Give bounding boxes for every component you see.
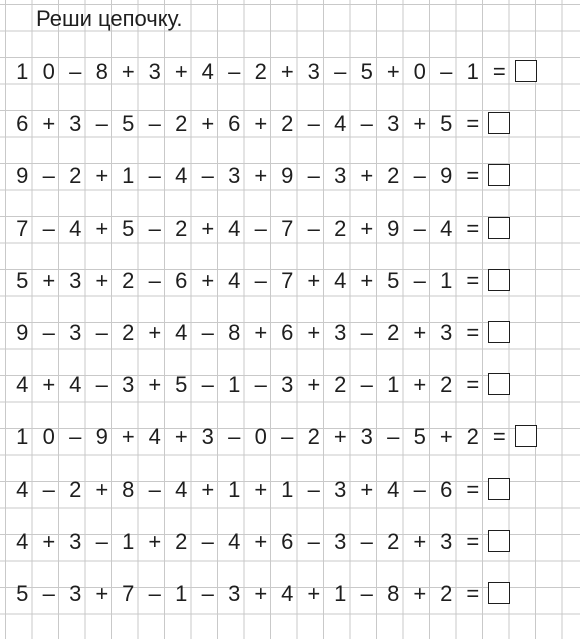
expression-row (0, 215, 580, 243)
digit: 4 (228, 215, 241, 241)
digit: 3 (122, 372, 135, 398)
digit: 2 (69, 476, 82, 502)
digit: 1 (16, 59, 29, 84)
operator: – (254, 215, 267, 241)
operator: – (413, 267, 426, 293)
operator: + (42, 111, 56, 137)
expression-row (0, 580, 580, 608)
answer-box[interactable] (488, 582, 510, 604)
operator: + (254, 163, 268, 189)
digit: 8 (95, 59, 108, 84)
operator: + (42, 267, 56, 293)
digit: 4 (440, 215, 453, 241)
answer-box[interactable] (488, 217, 510, 239)
operator: + (95, 163, 109, 189)
digit: 3 (228, 163, 241, 189)
digit: 2 (175, 215, 188, 241)
expression-row (0, 58, 580, 86)
expression-row (0, 267, 580, 295)
equals-sign: = (466, 163, 480, 189)
operator: + (254, 320, 268, 345)
operator: + (254, 528, 268, 554)
digit: 4 (175, 320, 188, 345)
digit: 5 (175, 372, 188, 398)
operator: – (42, 215, 55, 241)
digit: 2 (122, 320, 135, 345)
digit: 1 (334, 581, 347, 606)
digit: 2 (334, 372, 347, 398)
digit: 2 (387, 320, 400, 345)
digit: 3 (69, 320, 82, 345)
operator: – (69, 59, 82, 84)
digit: 2 (307, 424, 320, 450)
operator: – (334, 59, 347, 84)
equals-sign: = (492, 59, 506, 84)
expression-row (0, 528, 580, 556)
digit: 5 (16, 581, 29, 606)
digit: 6 (228, 111, 241, 137)
digit: 4 (175, 163, 188, 189)
operator: – (413, 476, 426, 502)
digit: 2 (440, 581, 453, 606)
operator: – (360, 528, 373, 554)
equals-sign: = (466, 528, 480, 554)
operator: – (360, 372, 373, 398)
operator: – (254, 267, 267, 293)
digit: 3 (281, 372, 294, 398)
digit: 3 (307, 59, 320, 84)
digit: 1 (440, 267, 453, 293)
digit: 1 (228, 372, 241, 398)
digit: 4 (16, 528, 29, 554)
digit: 4 (148, 424, 161, 450)
operator: + (360, 476, 374, 502)
operator: + (174, 424, 188, 450)
digit: 9 (387, 215, 400, 241)
digit: 3 (387, 111, 400, 137)
operator: + (95, 267, 109, 293)
operator: + (95, 581, 109, 606)
digit: 1 (122, 163, 135, 189)
digit: 7 (122, 581, 135, 606)
operator: – (228, 59, 241, 84)
digit: 9 (16, 163, 29, 189)
digit: 1 (175, 581, 188, 606)
digit: 8 (387, 581, 400, 606)
operator: + (254, 111, 268, 137)
equals-sign: = (466, 581, 480, 606)
digit: 4 (201, 59, 214, 84)
operator: – (360, 320, 373, 345)
digit: 3 (69, 111, 82, 137)
operator: + (360, 163, 374, 189)
operator: + (201, 111, 215, 137)
operator: – (360, 581, 373, 606)
operator: – (95, 372, 108, 398)
operator: – (307, 528, 320, 554)
digit: 6 (16, 111, 29, 137)
digit: 0 (413, 59, 426, 84)
answer-box[interactable] (488, 530, 510, 552)
digit: 4 (387, 476, 400, 502)
operator: – (42, 476, 55, 502)
operator: – (307, 215, 320, 241)
digit: 3 (334, 320, 347, 345)
operator: + (307, 581, 321, 606)
operator: – (307, 111, 320, 137)
digit: 5 (387, 267, 400, 293)
digit: 1 (281, 476, 294, 502)
operator: + (413, 528, 427, 554)
operator: + (333, 424, 347, 450)
answer-box[interactable] (488, 112, 510, 134)
digit: 8 (122, 476, 135, 502)
digit: 2 (466, 424, 479, 450)
digit: 5 (122, 215, 135, 241)
operator: + (280, 59, 294, 84)
operator: + (148, 528, 162, 554)
digit: 4 (334, 111, 347, 137)
operator: + (360, 215, 374, 241)
operator: + (254, 581, 268, 606)
operator: – (307, 163, 320, 189)
digit: 6 (281, 320, 294, 345)
equals-sign: = (466, 476, 480, 502)
expression-row (0, 319, 580, 347)
operator: – (254, 372, 267, 398)
answer-box[interactable] (515, 425, 537, 447)
digit: 4 (175, 476, 188, 502)
expression-row (0, 162, 580, 190)
digit: 3 (69, 267, 82, 293)
operator: – (281, 424, 294, 450)
digit: 3 (228, 581, 241, 606)
digit: 2 (175, 528, 188, 554)
digit: 2 (175, 111, 188, 137)
operator: – (360, 111, 373, 137)
operator: – (201, 528, 214, 554)
operator: + (95, 476, 109, 502)
operator: – (148, 267, 161, 293)
digit: 1 (466, 59, 479, 84)
digit: 0 (254, 424, 267, 450)
operator: + (95, 215, 109, 241)
equals-sign: = (466, 215, 480, 241)
digit: 5 (440, 111, 453, 137)
expression-row (0, 110, 580, 138)
equals-sign: = (466, 372, 480, 398)
operator: – (42, 163, 55, 189)
digit: 7 (16, 215, 29, 241)
digit: 3 (69, 581, 82, 606)
operator: – (413, 215, 426, 241)
digit: 5 (122, 111, 135, 137)
digit: 3 (334, 163, 347, 189)
digit: 1 (16, 424, 29, 450)
digit: 3 (440, 320, 453, 345)
operator: + (201, 476, 215, 502)
digit: 2 (69, 163, 82, 189)
operator: + (360, 267, 374, 293)
answer-box[interactable] (515, 60, 537, 82)
answer-box[interactable] (488, 269, 510, 291)
expression-row (0, 371, 580, 399)
operator: – (95, 320, 108, 345)
operator: + (121, 59, 135, 84)
digit: 5 (413, 424, 426, 450)
operator: + (148, 320, 162, 345)
expression-row (0, 423, 580, 451)
digit: 3 (360, 424, 373, 450)
expression-row (0, 476, 580, 504)
operator: + (413, 581, 427, 606)
digit: 7 (281, 215, 294, 241)
operator: + (413, 111, 427, 137)
digit: 2 (387, 528, 400, 554)
digit: 4 (16, 372, 29, 398)
operator: – (95, 111, 108, 137)
answer-box[interactable] (488, 478, 510, 500)
digit: 2 (122, 267, 135, 293)
operator: + (174, 59, 188, 84)
operator: + (439, 424, 453, 450)
digit: 4 (228, 528, 241, 554)
digit: 3 (201, 424, 214, 450)
digit: 0 (42, 424, 55, 450)
operator: – (440, 59, 453, 84)
operator: – (148, 215, 161, 241)
digit: 8 (228, 320, 241, 345)
digit: 7 (281, 267, 294, 293)
digit: 9 (440, 163, 453, 189)
digit: 2 (334, 215, 347, 241)
operator: + (121, 424, 135, 450)
digit: 1 (387, 372, 400, 398)
digit: 9 (281, 163, 294, 189)
digit: 1 (228, 476, 241, 502)
digit: 4 (16, 476, 29, 502)
operator: – (148, 111, 161, 137)
operator: – (228, 424, 241, 450)
operator: + (148, 372, 162, 398)
digit: 3 (440, 528, 453, 554)
operator: + (307, 267, 321, 293)
operator: – (201, 372, 214, 398)
digit: 3 (69, 528, 82, 554)
operator: – (69, 424, 82, 450)
operator: + (254, 476, 268, 502)
task-title: Реши цепочку. (36, 6, 183, 31)
answer-box[interactable] (488, 164, 510, 186)
digit: 1 (122, 528, 135, 554)
equals-sign: = (466, 111, 480, 137)
digit: 2 (254, 59, 267, 84)
digit: 4 (334, 267, 347, 293)
operator: + (201, 215, 215, 241)
equals-sign: = (466, 267, 480, 293)
operator: – (42, 320, 55, 345)
digit: 3 (334, 476, 347, 502)
operator: + (307, 320, 321, 345)
operator: + (201, 267, 215, 293)
digit: 6 (440, 476, 453, 502)
digit: 6 (281, 528, 294, 554)
operator: – (148, 163, 161, 189)
operator: + (42, 372, 56, 398)
digit: 4 (69, 215, 82, 241)
equals-sign: = (466, 320, 480, 345)
digit: 4 (281, 581, 294, 606)
digit: 3 (148, 59, 161, 84)
digit: 4 (228, 267, 241, 293)
operator: – (387, 424, 400, 450)
digit: 3 (334, 528, 347, 554)
digit: 6 (175, 267, 188, 293)
operator: + (307, 372, 321, 398)
answer-box[interactable] (488, 321, 510, 343)
operator: + (386, 59, 400, 84)
digit: 2 (440, 372, 453, 398)
operator: – (95, 528, 108, 554)
digit: 2 (387, 163, 400, 189)
equals-sign: = (492, 424, 506, 450)
operator: – (148, 581, 161, 606)
operator: – (413, 163, 426, 189)
digit: 5 (360, 59, 373, 84)
digit: 9 (16, 320, 29, 345)
operator: + (413, 372, 427, 398)
operator: – (201, 163, 214, 189)
operator: – (148, 476, 161, 502)
operator: – (42, 581, 55, 606)
digit: 2 (281, 111, 294, 137)
digit: 0 (42, 59, 55, 84)
answer-box[interactable] (488, 373, 510, 395)
operator: – (201, 581, 214, 606)
digit: 5 (16, 267, 29, 293)
digit: 9 (95, 424, 108, 450)
operator: – (201, 320, 214, 345)
digit: 4 (69, 372, 82, 398)
operator: + (413, 320, 427, 345)
operator: + (42, 528, 56, 554)
operator: – (307, 476, 320, 502)
